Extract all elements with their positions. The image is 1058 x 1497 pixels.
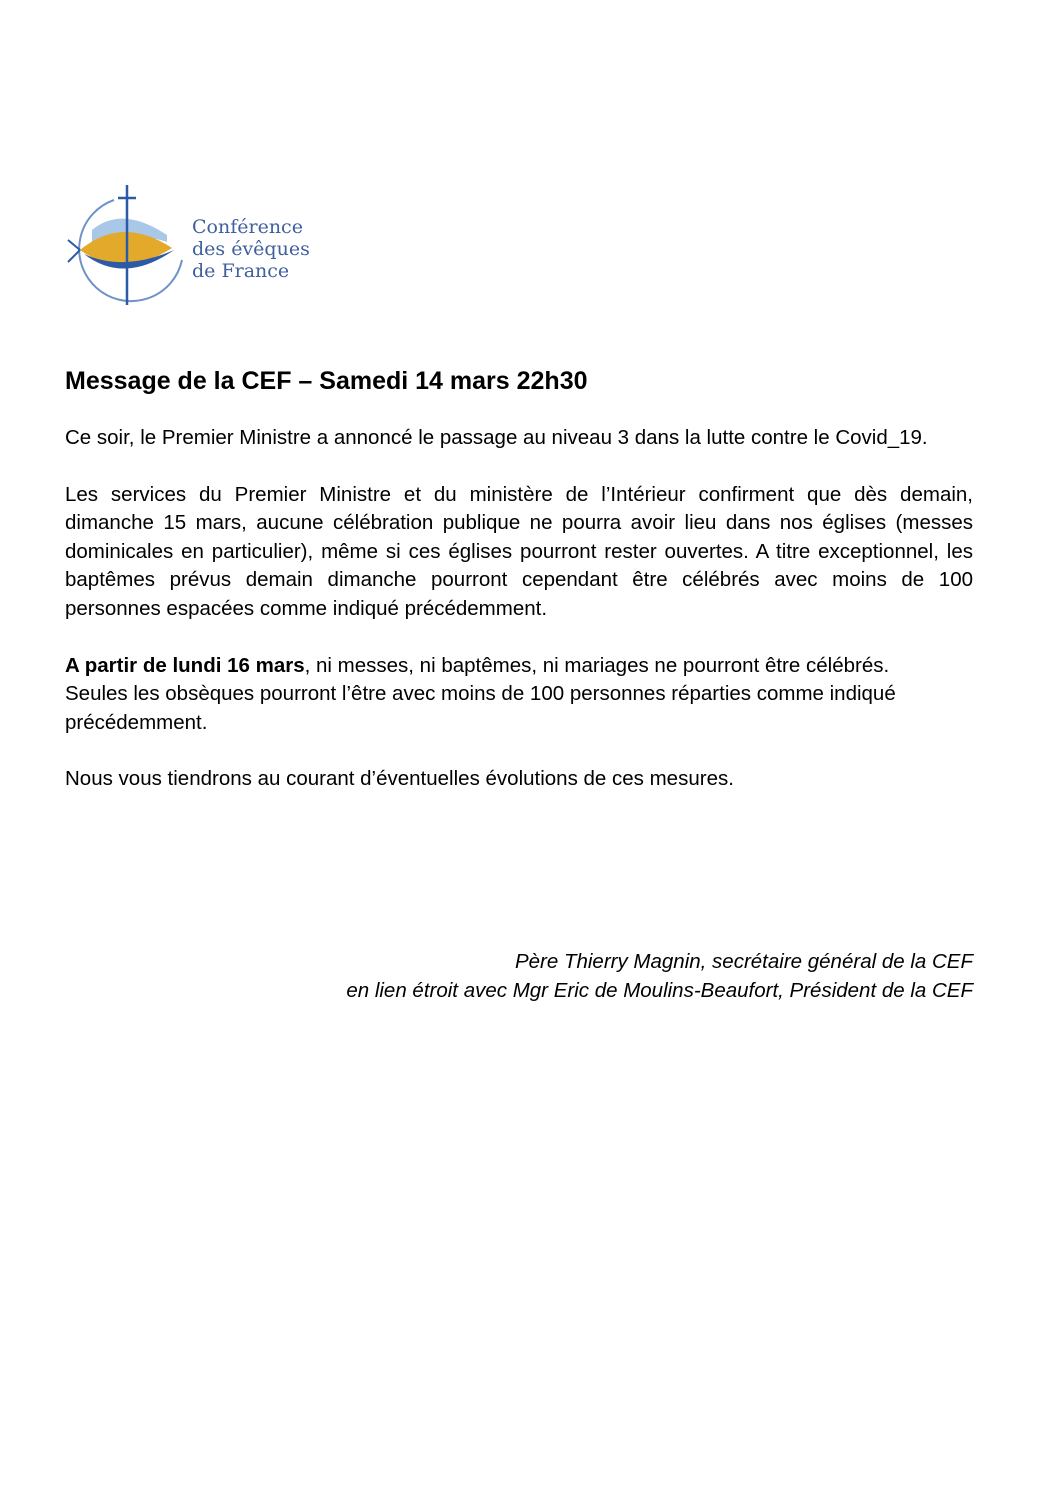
logo-line-1: Conférence: [192, 216, 303, 238]
paragraph-3-bold: A partir de lundi 16 mars: [65, 653, 305, 677]
page-title: Message de la CEF – Samedi 14 mars 22h30: [65, 367, 588, 395]
paragraph-2: Les services du Premier Ministre et du ministère de l’Intérieur confirment que dès demain, dimanche 15 mars, aucune célébration publique ne pourra avoir lieu dans nos églises (messes dominicales en particulier), même si ces églises pourront rester ouvertes. A titre exceptionnel, les baptêmes prévus demain dimanche pourront cependant être célébrés avec moins de 100 personnes espacées comme indiqué précédemment.: [65, 482, 973, 620]
signature-block: [346, 947, 973, 1005]
message-body: [65, 364, 973, 822]
logo-line-2: des évêques: [192, 238, 310, 260]
cef-logo: [62, 180, 332, 310]
paragraph-3: [65, 652, 973, 738]
paragraph-1: Ce soir, le Premier Ministre a annoncé le passage au niveau 3 dans la lutte contre le Covid_19.: [65, 426, 928, 449]
cef-emblem-icon: [62, 180, 192, 310]
logo-wordmark: [192, 216, 310, 282]
paragraph-3-line-2: Seules les obsèques pourront l’être avec moins de 100 personnes réparties comme indiqué précédemment.: [65, 682, 896, 734]
paragraph-4: Nous vous tiendrons au courant d’éventuelles évolutions de ces mesures.: [65, 767, 734, 791]
signature-line-2: en lien étroit avec Mgr Eric de Moulins-Beaufort, Président de la CEF: [346, 979, 973, 1002]
paragraph-3-rest: , ni messes, ni baptêmes, ni mariages ne pourront être célébrés.: [304, 653, 890, 677]
logo-line-3: de France: [192, 260, 290, 282]
signature-line-1: Père Thierry Magnin, secrétaire général de la CEF: [514, 950, 973, 973]
